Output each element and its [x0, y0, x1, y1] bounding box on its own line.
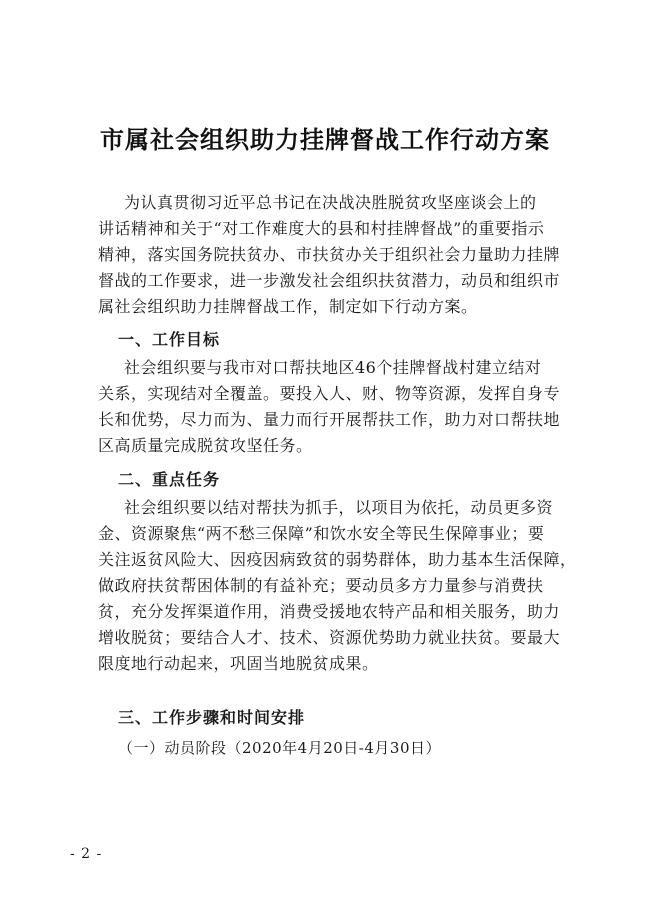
intro-line-1: 为认真贯彻习近平总书记在决战决胜脱贫攻坚座谈会上的 — [124, 193, 537, 212]
section-1-line-1: 社会组织要与我市对口帮扶地区46个挂牌督战村建立结对 — [124, 358, 542, 377]
section-2-heading: 二、重点任务 — [118, 470, 221, 489]
section-1-line-2: 关系，实现结对全覆盖。要投入人、财、物等资源，发挥自身专 — [98, 384, 561, 403]
section-3-subheading: （一）动员阶段（2020年4月20日-4月30日） — [118, 739, 442, 757]
document-title: 市属社会组织助力挂牌督战工作行动方案 — [100, 125, 550, 154]
section-2-line-7: 限度地行动起来，巩固当地脱贫成果。 — [98, 654, 379, 673]
section-2-line-4: 做政府扶贫帮困体制的有益补充；要动员多方力量参与消费扶 — [98, 576, 544, 595]
intro-line-2: 讲话精神和关于“对工作难度大的县和村挂牌督战”的重要指示 — [98, 219, 545, 238]
section-3-heading: 三、工作步骤和时间安排 — [118, 708, 306, 727]
section-2-line-6: 增收脱贫；要结合人才、技术、资源优势助力就业扶贫。要最大 — [98, 628, 561, 647]
section-2-line-3: 关注返贫风险大、因疫因病致贫的弱势群体，助力基本生活保障， — [98, 550, 577, 569]
section-2-line-1: 社会组织要以结对帮扶为抓手，以项目为依托，动员更多资 — [124, 498, 554, 517]
page-number: - 2 - — [70, 846, 103, 862]
intro-line-4: 督战的工作要求，进一步激发社会组织扶贫潜力，动员和组织市 — [98, 271, 561, 290]
section-1-heading: 一、工作目标 — [118, 330, 221, 349]
section-2-line-2: 金、资源聚焦“两不愁三保障”和饮水安全等民生保障事业；要 — [98, 524, 545, 543]
intro-line-3: 精神，落实国务院扶贫办、市扶贫办关于组织社会力量助力挂牌 — [98, 245, 561, 264]
intro-line-5: 属社会组织助力挂牌督战工作，制定如下行动方案。 — [98, 297, 478, 316]
section-1-line-4: 区高质量完成脱贫攻坚任务。 — [98, 436, 313, 455]
section-1-line-3: 长和优势，尽力而为、量力而行开展帮扶工作，助力对口帮扶地 — [98, 410, 561, 429]
section-2-line-5: 贫，充分发挥渠道作用，消费受援地农特产品和相关服务，助力 — [98, 602, 561, 621]
